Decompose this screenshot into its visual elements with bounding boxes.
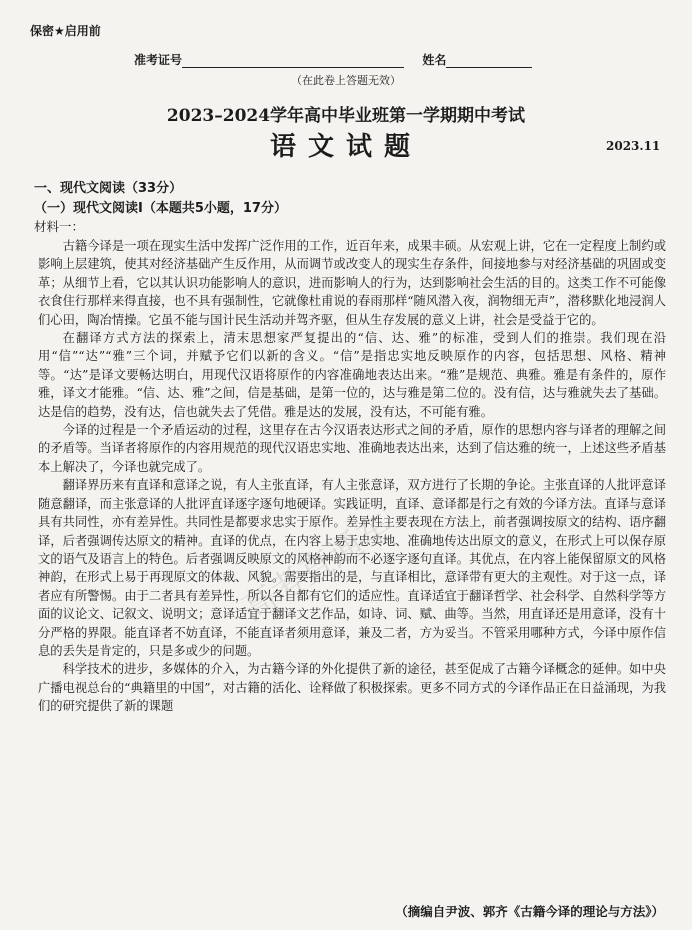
source-citation: （摘编自尹波、郭齐《古籍今译的理论与方法》） — [395, 904, 664, 919]
watermark: 高考直通车 — [234, 505, 400, 630]
paragraph: 在翻译方式方法的探索上，清末思想家严复提出的“信、达、雅”的标准，受到人们的推崇。我们现在沿用“信”“达”“雅”三个词，并赋予它们以新的含义。“信”是指忠实地反映原作的内容，包括思想、风格、精神等。“达”是译文要畅达明白，用现代汉语将原作的内容准确地表达出来。“雅”是规范、典雅。雅是有条件的，原作雅，译文才能雅。“信、达、雅”之间，信是基础，是第一位的，达与雅是第二位的。没有信，达与雅就失去了基础。达是信的趋势，没有达，信也就失去了凭借。雅是达的发展，没有达，不可能有雅。 — [38, 331, 666, 419]
admission-number-label: 准考证号 — [134, 53, 183, 67]
name-blank[interactable] — [446, 55, 532, 68]
exam-title: 2023–2024学年高中毕业班第一学期期中考试 — [166, 106, 526, 126]
paragraph: 科学技术的进步，多媒体的介入，为古籍今译的外化提供了新的途径，甚至促成了古籍今译概念的延伸。如中央广播电视总台的“典籍里的中国”，对古籍的活化、诠释做了积极探索。更多不同方式的今译作品正在日益涌现，为我们的研究提供了新的课题 — [38, 662, 666, 714]
paragraph: 今译的过程是一个矛盾运动的过程，这里存在古今汉语表达形式之间的矛盾，原作的思想内容与译者的理解之间的矛盾等。当译者将原作的内容用规范的现代汉语忠实地、准确地表达出来，达到了信达雅的统一，上述这些矛盾基本上解决了，今译也就完成了。 — [38, 423, 666, 474]
subject-title: 语文试题 — [269, 132, 422, 162]
admission-name-line — [134, 51, 532, 68]
material-label: 材料一： — [34, 219, 85, 234]
exam-date: 2023.11 — [606, 139, 661, 153]
paragraph: 古籍今译是一项在现实生活中发挥广泛作用的工作，近百年来，成果丰硕。从宏观上讲，它在一定程度上制约或影响上层建筑，使其对经济基础产生反作用，从而调节或改变人的现实生存条件，间接地参与对经济基础的巩固或变革；从细节上看，它以其认识功能影响人的意识，进而影响人的行为，达到影响社会生活的目的。这类工作不可能像衣食住行那样来得直接，也不具有强制性，它就像杜甫说的春雨那样“随风潜入夜，润物细无声”，潜移默化地浸润人们心田，陶冶情操。它虽不能与国计民生活动并驾齐驱，但从生存发展的意义上讲，社会是受益于它的。 — [38, 239, 666, 327]
section-heading: 一、现代文阅读（33分） — [34, 181, 183, 196]
subsection-heading: （一）现代文阅读Ⅰ（本题共5小题，17分） — [34, 201, 287, 216]
reading-body — [38, 237, 666, 716]
answer-note: （在此卷上答题无效） — [291, 74, 401, 87]
secret-label: 保密★启用前 — [30, 24, 101, 38]
paragraph: 翻译界历来有直译和意译之说，有人主张直译，有人主张意译，双方进行了长期的争论。主张直译的人批评意译随意翻译，而主张意译的人批评直译逐字逐句地硬译。实践证明，直译、意译都是行之有效的今译方法。直译与意译具有共同性，亦有差异性。共同性是都要求忠实于原作。差异性主要表现在方法上，前者强调按原文的结构、语序翻译，后者强调传达原文的精神。直译的优点，在内容上易于忠实地、准确地传达出原文的意义，在形式上可以保存原文的语气及语言上的特色。后者强调反映原文的风格神韵而不必逐字逐句直译。其优点，在内容上能保留原文的风格神韵，在形式上易于再现原文的体裁、风貌。需要指出的是，与直译相比，意译带有更大的主观性。对于这一点，译者应有所警惕。由于二者具有差异性，所以各自都有它们的适应性。直译适宜于翻译哲学、社会科学、自然科学等方面的议论文、记叙文、说明文；意译适宜于翻译文艺作品，如诗、词、赋、曲等。当然，用直译还是用意译，没有十分严格的界限。能直译者不妨直译，不能直译者须用意译，兼及二者，方为妥当。不管采用哪种方式，今译中原作信息的丢失是肯定的，只是多或少的问题。 — [38, 478, 666, 658]
admission-number-blank[interactable] — [182, 55, 404, 68]
name-label: 姓名 — [422, 53, 447, 67]
